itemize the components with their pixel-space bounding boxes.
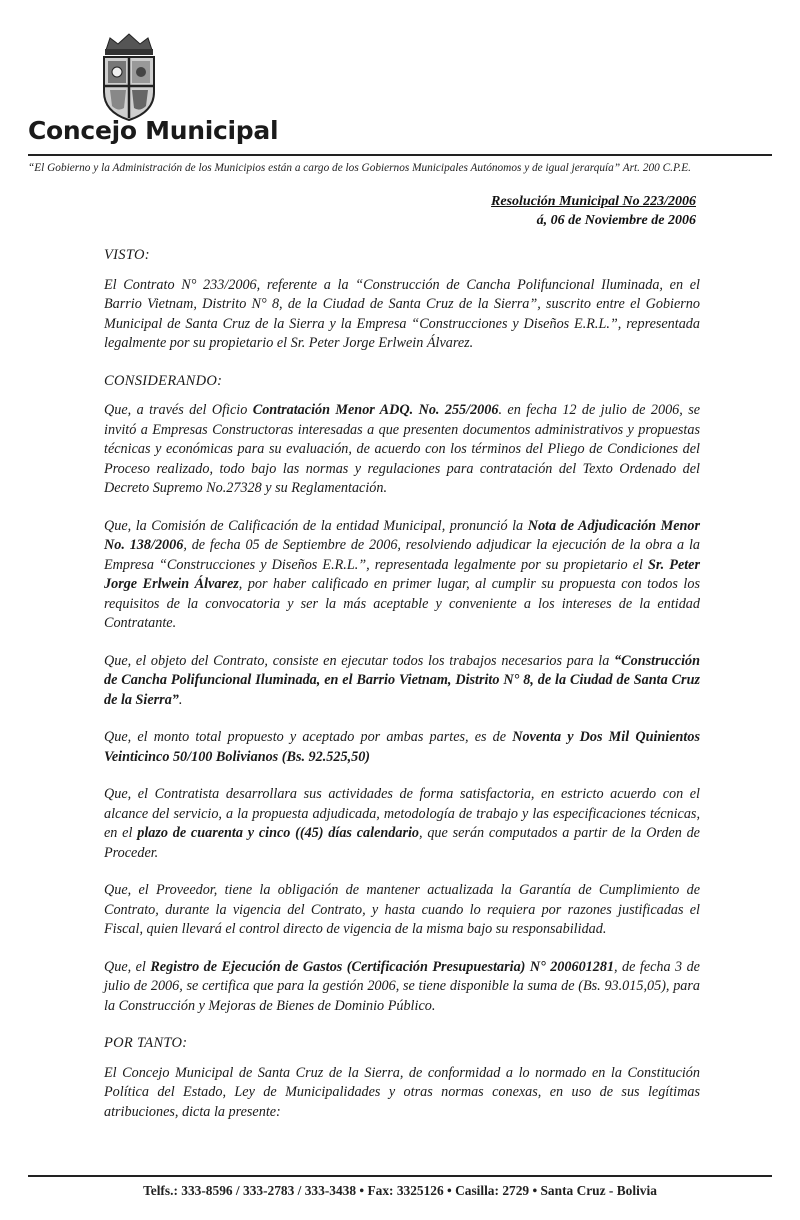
coat-of-arms-emblem [98,30,160,122]
header-motto: “El Gobierno y la Administración de los Municipios están a cargo de los Gobiernos Municipales Autónomos y de igual jerarquía” Art. 200 C.P.E. [28,162,691,174]
footer-divider [28,1175,772,1177]
section-heading-considerando: CONSIDERANDO: [104,372,223,389]
section-heading-visto: VISTO: [104,247,150,263]
organization-name: Concejo Municipal [28,116,279,145]
considerando-paragraph-1: Que, a través del Oficio Contratación Menor ADQ. No. 255/2006. en fecha 12 de julio de 2006, se invitó a Empresas Constructoras interesadas a que presenten documentos administrativos y propuestas técnicas y económicas para su evaluación, de acuerdo con los términos del Pliego de Condiciones del Proceso realizado, todo bajo las normas y regulaciones para contratación del Texto Ordenado del Decreto Supremo No.27328 y su Reglamentación. [104,402,701,496]
por-tanto-paragraph: El Concejo Municipal de Santa Cruz de la Sierra, de conformidad a lo normado en la Constitución Política del Estado, Ley de Municipalidades y otras normas conexas, en uso de sus legítimas atribuciones, dicta la presente: [104,1064,700,1120]
document-body [104,246,700,1122]
header-divider [28,154,772,156]
considerando-paragraph-2: Que, la Comisión de Calificación de la entidad Municipal, pronunció la Nota de Adjudicación Menor No. 138/2006, de fecha 05 de Septiembre de 2006, resolviendo adjudicar la ejecución de la obra a la Empresa “Construcciones y Diseños E.R.L.”, representada legalmente por su propietario el Sr. Peter Jorge Erlwein Álvarez, por haber calificado en primer lugar, al cumplir su propuesta con todos los requisitos de la convocatoria y ser la más aceptable y conveniente a los intereses de la entidad Contratante. [104,517,700,631]
considerando-paragraph-3: Que, el objeto del Contrato, consiste en ejecutar todos los trabajos necesarios para la “Construcción de Cancha Polifuncional Iluminada, en el Barrio Vietnam, Distrito N° 8, de la Ciudad de Santa Cruz de la Sierra”. [104,652,700,708]
section-heading-por-tanto: POR TANTO: [104,1035,188,1051]
resolution-number: Resolución Municipal No 223/2006 [491,194,696,209]
resolution-block [491,192,696,230]
considerando-paragraph-6: Que, el Proveedor, tiene la obligación de mantener actualizada la Garantía de Cumplimiento de Contrato, durante la vigencia del Contrato, y hasta cuando lo requiera por razones justificadas el Fiscal, quien llevará el control directo de vigencia de la misma bajo su responsabilidad. [104,882,700,937]
footer-contact: Telfs.: 333-8596 / 333-2783 / 333-3438 • Fax: 3325126 • Casilla: 2729 • Santa Cruz - Bolivia [143,1183,657,1198]
considerando-paragraph-4: Que, el monto total propuesto y aceptado por ambas partes, es de Noventa y Dos Mil Quinientos Veinticinco 50/100 Bolivianos (Bs. 92.525,50) [104,729,700,765]
visto-paragraph: El Contrato N° 233/2006, referente a la “Construcción de Cancha Polifuncional Iluminada, en el Barrio Vietnam, Distrito N° 8, de la Ciudad de Santa Cruz de la Sierra”, suscrito entre el Gobierno Municipal de Santa Cruz de la Sierra y la Empresa “Construcciones y Diseños E.R.L.”, representada legalmente por su propietario el Sr. Peter Jorge Erlwein Álvarez. [104,276,700,351]
resolution-date: á, 06 de Noviembre de 2006 [536,213,696,228]
considerando-paragraph-5: Que, el Contratista desarrollara sus actividades de forma satisfactoria, en estricto acuerdo con el alcance del servicio, a la propuesta adjudicada, metodología de trabajo y las especificaciones técnicas, en el plazo de cuarenta y cinco ((45) días calendario, que serán computados a partir de la Orden de Proceder. [104,786,700,861]
considerando-paragraph-7: Que, el Registro de Ejecución de Gastos (Certificación Presupuestaria) N° 200601281, de fecha 3 de julio de 2006, se certifica que para la gestión 2006, se tiene disponible la suma de (Bs. 93.015,05), para la Construcción y Mejoras de Bienes de Dominio Público. [104,958,700,1014]
